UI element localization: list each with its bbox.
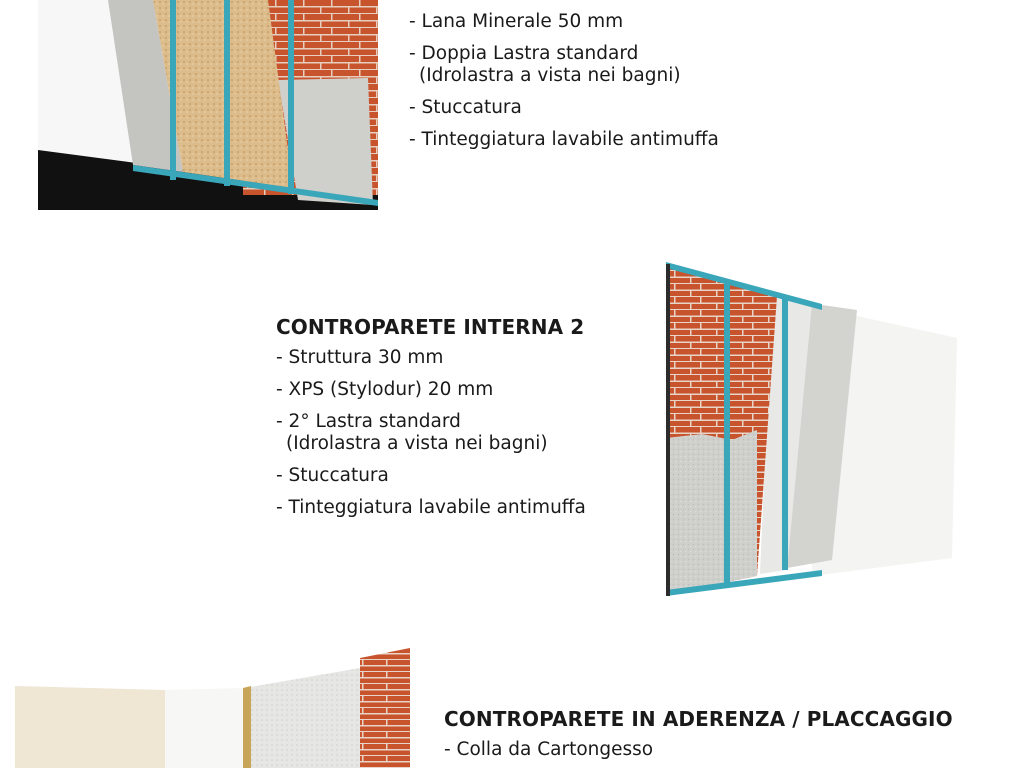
wall-section-illustration-1 — [38, 0, 378, 210]
metal-stud — [170, 0, 176, 180]
list-item: - Stuccatura — [276, 465, 389, 486]
section-3-text — [444, 707, 953, 771]
list-item: - 2° Lastra standard — [276, 411, 461, 432]
render-layer — [666, 430, 757, 594]
metal-stud — [288, 0, 294, 194]
section-1-list — [409, 11, 719, 151]
section-3-list — [444, 739, 953, 761]
section-1-text — [409, 11, 719, 161]
wall-section-illustration-3 — [15, 648, 415, 768]
section-2-title: CONTROPARETE INTERNA 2 — [276, 315, 585, 339]
section-3-title: CONTROPARETE IN ADERENZA / PLACCAGGIO — [444, 707, 953, 731]
list-item: - Stuccatura — [409, 97, 522, 118]
metal-stud — [224, 0, 230, 186]
list-item: - Tinteggiatura lavabile antimuffa — [409, 129, 719, 150]
list-item: - Struttura 30 mm — [276, 347, 444, 368]
metal-stud — [782, 296, 788, 570]
wall-edge — [666, 264, 670, 596]
adhesive-layer — [245, 668, 360, 768]
list-item: (Idrolastra a vista nei bagni) — [419, 65, 681, 86]
wall-section-illustration-2 — [662, 258, 957, 600]
room-wall — [15, 686, 165, 768]
list-item: - Lana Minerale 50 mm — [409, 11, 624, 32]
section-2-list — [276, 347, 586, 519]
list-item: - Colla da Cartongesso — [444, 739, 654, 760]
list-item: (Idrolastra a vista nei bagni) — [286, 433, 548, 454]
list-item: - XPS (Stylodur) 20 mm — [276, 379, 494, 400]
list-item: - Tinteggiatura lavabile antimuffa — [276, 497, 586, 518]
finished-board-layer — [165, 688, 245, 768]
list-item: - Doppia Lastra standard — [409, 43, 639, 64]
metal-stud — [724, 280, 730, 585]
brick-layer — [360, 648, 410, 768]
board-edge — [243, 686, 251, 768]
section-2-text — [276, 315, 586, 529]
